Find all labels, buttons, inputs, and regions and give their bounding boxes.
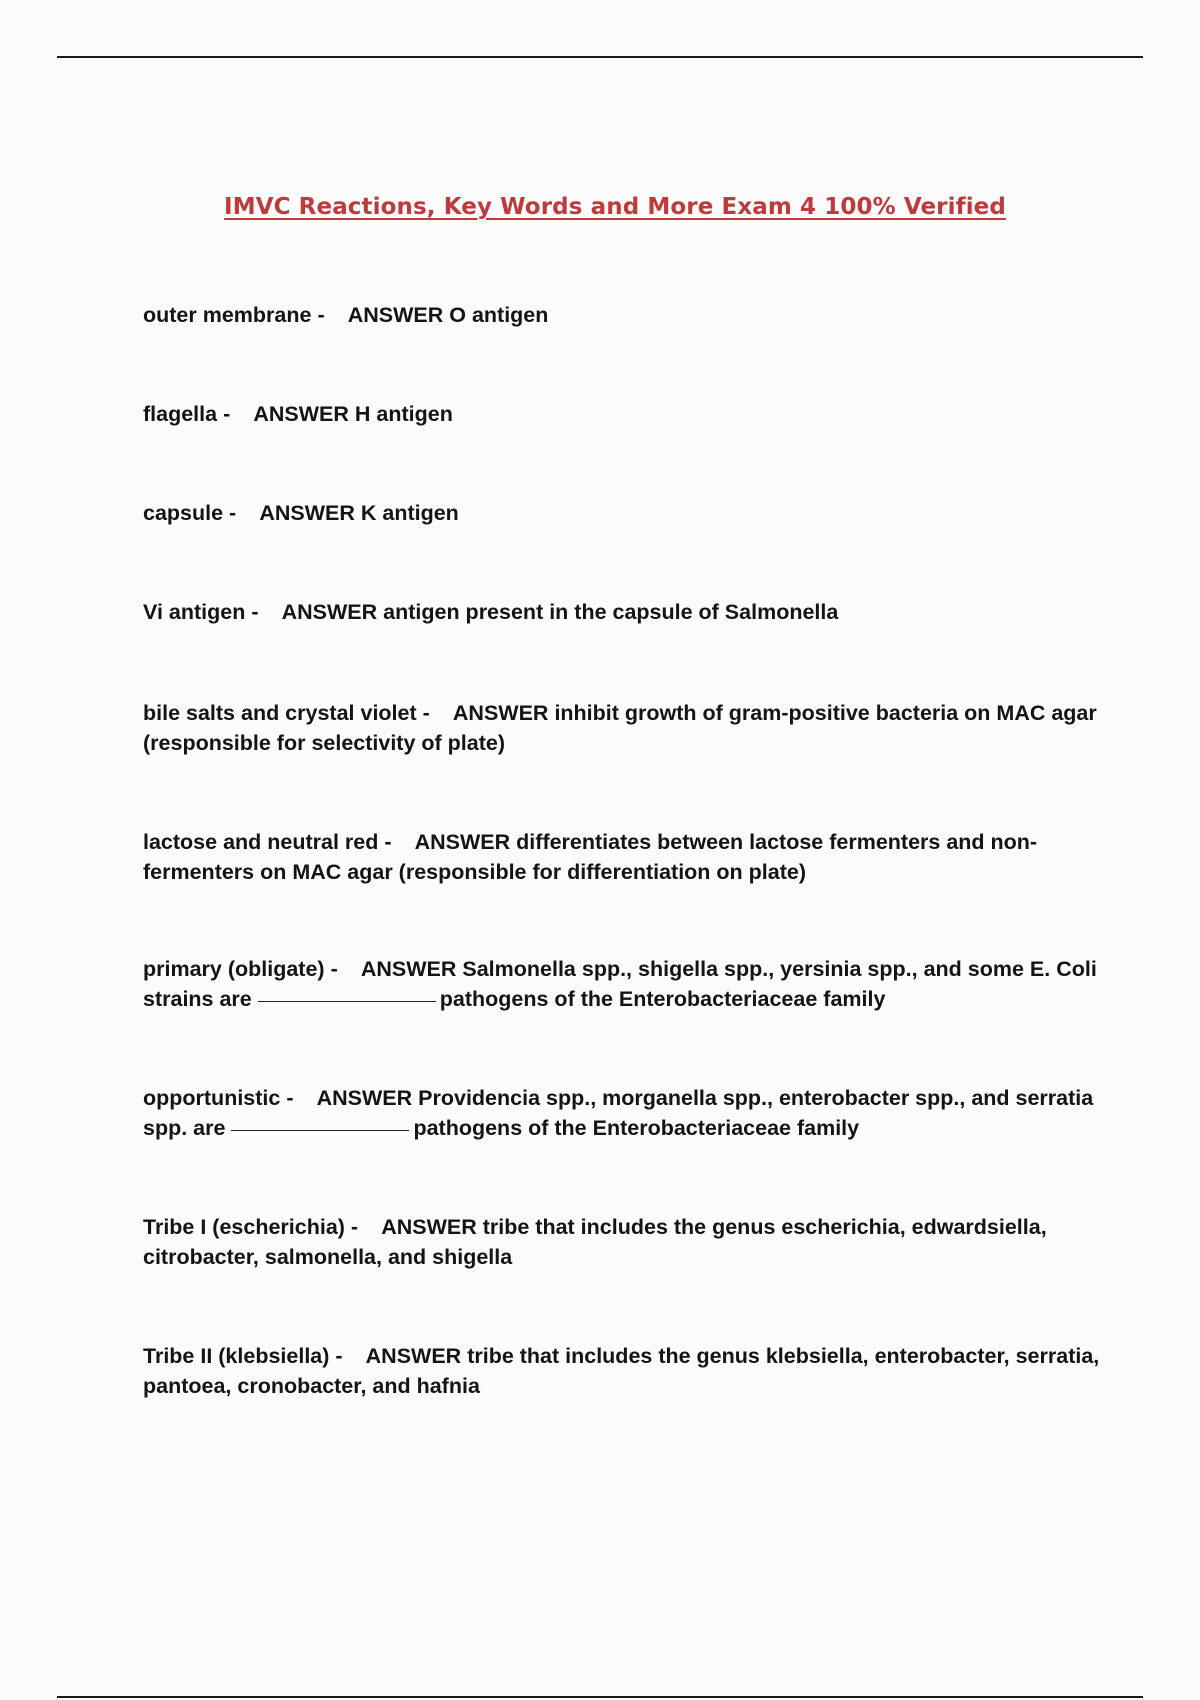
qa-item: outer membrane - ANSWER O antigen bbox=[143, 303, 549, 327]
qa-item: opportunistic - ANSWER Providencia spp., morganella spp., enterobacter spp., and serratia spp. are pathogens of the Enterobacteriaceae family bbox=[143, 1086, 1094, 1140]
qa-answer: antigen present in the capsule of Salmonella bbox=[383, 600, 839, 624]
qa-item: capsule - ANSWER K antigen bbox=[143, 501, 459, 525]
answer-label: ANSWER bbox=[381, 1215, 477, 1239]
qa-answer: Providencia spp., morganella spp., enterobacter spp., and serratia spp. are bbox=[143, 1086, 1094, 1140]
answer-label: ANSWER bbox=[316, 1086, 413, 1110]
qa-item: primary (obligate) - ANSWER Salmonella spp., shigella spp., yersinia spp., and some E. Coli strains are pathogens of the Enterobacteriaceae family bbox=[143, 957, 1097, 1011]
qa-answer: tribe that includes the genus klebsiella, enterobacter, serratia, pantoea, cronobacter, and hafnia bbox=[143, 1344, 1100, 1398]
qa-answer: inhibit growth of gram-positive bacteria on MAC agar (responsible for selectivity of plate) bbox=[143, 701, 1097, 755]
qa-answer: differentiates between lactose fermenters and non-fermenters on MAC agar (responsible for differentiation on plate) bbox=[143, 830, 1038, 884]
qa-item: flagella - ANSWER H antigen bbox=[143, 402, 453, 426]
qa-item: Vi antigen - ANSWER antigen present in the capsule of Salmonella bbox=[143, 600, 839, 624]
qa-answer: H antigen bbox=[354, 402, 453, 426]
qa-item: Tribe I (escherichia) - ANSWER tribe that includes the genus escherichia, edwardsiella, citrobacter, salmonella, and shigella bbox=[143, 1215, 1047, 1269]
fill-in-blank bbox=[258, 1001, 436, 1002]
qa-term: Tribe II (klebsiella) bbox=[143, 1344, 330, 1368]
answer-label: ANSWER bbox=[347, 303, 444, 327]
fill-in-blank bbox=[231, 1130, 409, 1131]
answer-label: ANSWER bbox=[414, 830, 511, 854]
qa-item: Tribe II (klebsiella) - ANSWER tribe that includes the genus klebsiella, enterobacter, serratia, pantoea, cronobacter, and hafnia bbox=[143, 1344, 1100, 1398]
qa-term: primary (obligate) bbox=[143, 957, 325, 981]
qa-term: Tribe I (escherichia) bbox=[143, 1215, 345, 1239]
header-rule bbox=[57, 56, 1143, 58]
qa-answer: K antigen bbox=[360, 501, 459, 525]
qa-item: lactose and neutral red - ANSWER differentiates between lactose fermenters and non-fermenters on MAC agar (responsible for differentiation on plate) bbox=[143, 830, 1038, 884]
qa-term: flagella bbox=[143, 402, 218, 426]
qa-term: opportunistic bbox=[143, 1086, 281, 1110]
qa-term: Vi antigen bbox=[143, 600, 246, 624]
answer-label: ANSWER bbox=[253, 402, 349, 426]
footer-rule bbox=[57, 1696, 1143, 1698]
qa-answer: tribe that includes the genus escherichia, edwardsiella, citrobacter, salmonella, and shigella bbox=[143, 1215, 1047, 1269]
qa-term: bile salts and crystal violet bbox=[143, 701, 417, 725]
qa-term: lactose and neutral red bbox=[143, 830, 379, 854]
answer-label: ANSWER bbox=[281, 600, 378, 624]
qa-answer: Salmonella spp., shigella spp., yersinia spp., and some E. Coli strains are bbox=[143, 957, 1097, 1011]
qa-term: capsule bbox=[143, 501, 224, 525]
document-title: IMVC Reactions, Key Words and More Exam 4 100% Verified bbox=[224, 194, 1006, 220]
qa-item: bile salts and crystal violet - ANSWER inhibit growth of gram-positive bacteria on MAC agar (responsible for selectivity of plate) bbox=[143, 701, 1097, 755]
qa-answer: O antigen bbox=[449, 303, 549, 327]
answer-label: ANSWER bbox=[360, 957, 457, 981]
qa-answer: pathogens of the Enterobacteriaceae family bbox=[413, 1116, 860, 1140]
qa-answer: pathogens of the Enterobacteriaceae family bbox=[439, 987, 886, 1011]
answer-label: ANSWER bbox=[259, 501, 355, 525]
answer-label: ANSWER bbox=[365, 1344, 462, 1368]
qa-term: outer membrane bbox=[143, 303, 312, 327]
answer-label: ANSWER bbox=[452, 701, 549, 725]
